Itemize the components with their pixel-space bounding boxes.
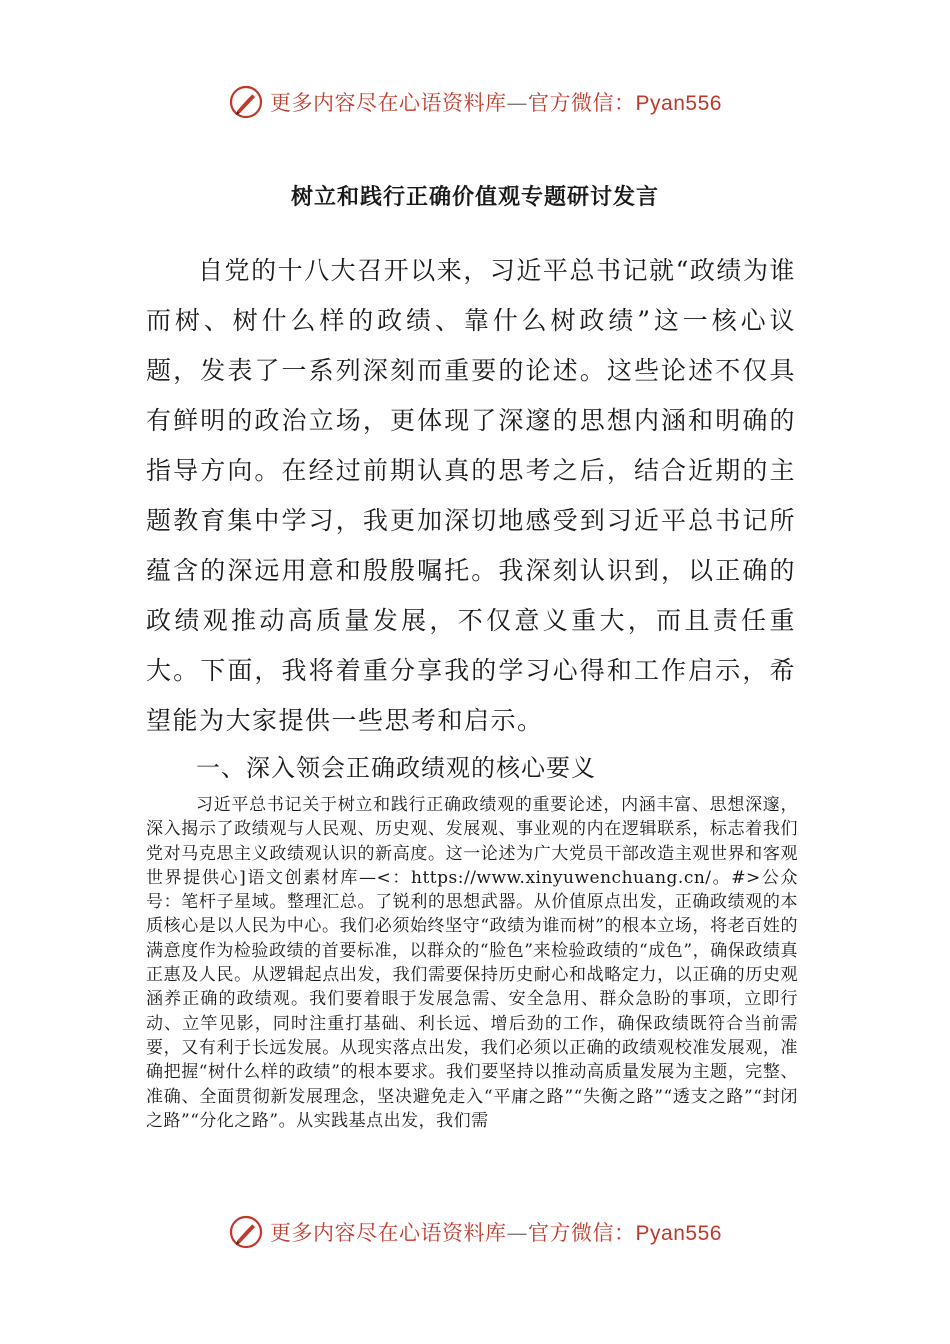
pen-logo-icon (228, 1214, 264, 1250)
banner-dash: — (506, 91, 529, 115)
banner-main-text: 更多内容尽在心语资料库 (270, 91, 507, 115)
header-watermark-banner (0, 80, 950, 124)
banner-dash: — (506, 1221, 529, 1245)
section-paragraph: 习近平总书记关于树立和践行正确政绩观的重要论述，内涵丰富、思想深邃，深入揭示了政绩观与人民观、历史观、发展观、事业观的内在逻辑联系，标志着我们党对马克思主义政绩观认识的新高度。这一论述为广大党员干部改造主观世界和客观世界提供心]语文创素材库—<：https://www.xinyuwenchuang.cn/。#>公众号：笔杆子星域。整理汇总。了锐利的思想武器。从价值原点出发，正确政绩观的本质核心是以人民为中心。我们必须始终坚守“政绩为谁而树”的根本立场，将老百姓的满意度作为检验政绩的首要标准，以群众的“脸色”来检验政绩的“成色”，确保政绩真正惠及人民。从逻辑起点出发，我们需要保持历史耐心和战略定力，以正确的历史观涵养正确的政绩观。我们要着眼于发展急需、安全急用、群众急盼的事项，立即行动、立竿见影，同时注重打基础、利长远、增后劲的工作，确保政绩既符合当前需要，又有利于长远发展。从现实落点出发，我们必须以正确的政绩观校准发展观，准确把握“树什么样的政绩”的根本要求。我们要坚持以推动高质量发展为主题，完整、准确、全面贯彻新发展理念，坚决避免走入“平庸之路”“失衡之路”“透支之路”“封闭之路”“分化之路”。从实践基点出发，我们需 (146, 795, 798, 1131)
pen-logo-icon (228, 84, 264, 120)
banner-main-text: 更多内容尽在心语资料库 (270, 1221, 507, 1245)
banner-wechat-id: Pyan556 (635, 1222, 722, 1245)
banner-suffix-text: 官方微信： (528, 1221, 636, 1245)
footer-watermark-banner (0, 1210, 950, 1254)
document-title: 树立和践行正确价值观专题研讨发言 (290, 185, 659, 210)
banner-text (270, 87, 722, 117)
banner-wechat-id: Pyan556 (635, 92, 722, 115)
intro-paragraph: 自党的十八大召开以来，习近平总书记就“政绩为谁而树、树什么样的政绩、靠什么树政绩”这一核心议题，发表了一系列深刻而重要的论述。这些论述不仅具有鲜明的政治立场，更体现了深邃的思想内涵和明确的指导方向。在经过前期认真的思考之后，结合近期的主题教育集中学习，我更加深切地感受到习近平总书记所蕴含的深远用意和殷殷嘱托。我深刻认识到，以正确的政绩观推动高质量发展，不仅意义重大，而且责任重大。下面，我将着重分享我的学习心得和工作启示，希望能为大家提供一些思考和启示。 (146, 256, 796, 735)
section-heading: 一、深入领会正确政绩观的核心要义 (196, 754, 596, 782)
banner-text (270, 1217, 722, 1247)
banner-suffix-text: 官方微信： (528, 91, 636, 115)
